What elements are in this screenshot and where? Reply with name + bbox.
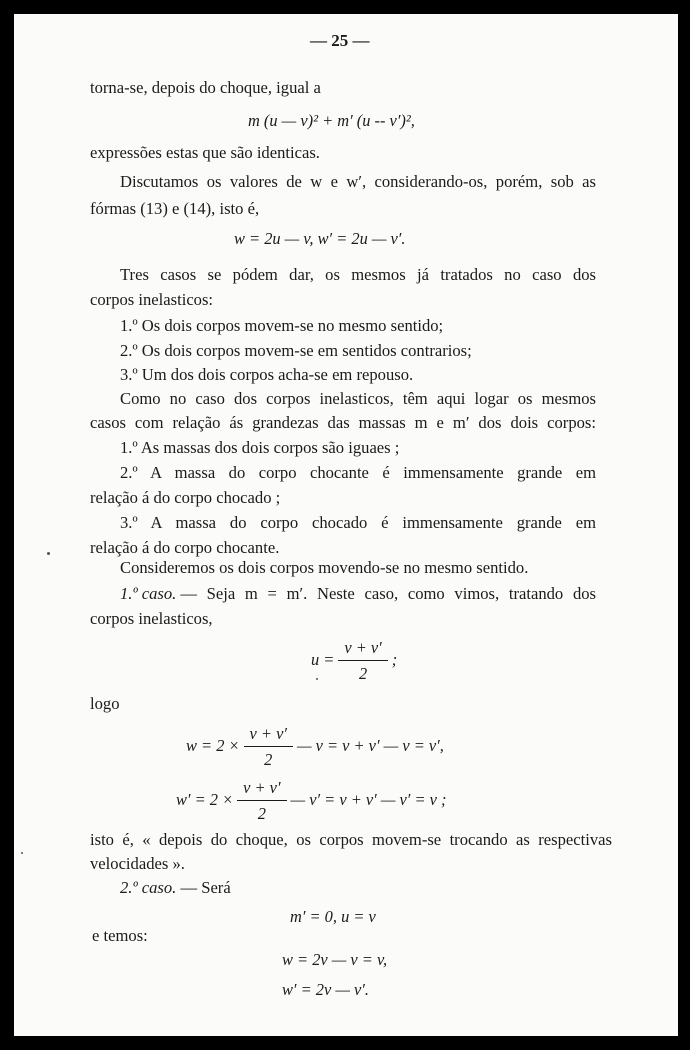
- eq-right: ;: [391, 649, 398, 669]
- list-item: 3.º Um dos dois corpos acha-se em repouso.: [120, 365, 414, 384]
- case-text: — Será: [180, 878, 231, 897]
- list-item: 1.º As massas dos dois corpos são iguaes ;: [120, 438, 400, 457]
- fraction-denominator: 2: [358, 664, 368, 683]
- text-line: Tres casos se pódem dar, os mesmos já tratados no caso dos: [120, 265, 596, 284]
- equation-w: w = 2u — v, w′ = 2u — v′.: [234, 229, 406, 248]
- list-item: 1.º Os dois corpos movem-se no mesmo sentido;: [120, 316, 444, 335]
- fraction-numerator: v + v′: [249, 724, 287, 743]
- case-label: 2.º caso.: [120, 878, 177, 897]
- book-page: [14, 14, 678, 1036]
- text-line: logo: [90, 694, 120, 713]
- equation-w-result: [186, 724, 444, 770]
- text-line: e temos:: [92, 926, 148, 945]
- text-line: Discutamos os valores de w e w′, considerando-os, porém, sob as: [120, 172, 596, 191]
- fraction: [244, 724, 293, 770]
- eq-right: — v′ = v + v′ — v′ = v ;: [290, 789, 447, 809]
- equation-w-prime-result: [176, 778, 446, 824]
- text-line: torna-se, depois do choque, igual a: [90, 78, 321, 97]
- text-line: relação á do corpo chocante.: [90, 538, 280, 557]
- equation-m-prime: m′ = 0, u = v: [290, 907, 376, 926]
- text-line: Consideremos os dois corpos movendo-se no mesmo sentido.: [120, 558, 529, 577]
- case-heading: [120, 880, 231, 897]
- list-item: 2.º A massa do corpo chocante é immensamente grande em: [120, 463, 596, 482]
- equation-u: [311, 638, 397, 684]
- eq-left: u =: [311, 649, 335, 669]
- eq-left: w = 2 ×: [186, 735, 240, 755]
- equation-energy: m (u — v)² + m′ (u -- v′)²,: [248, 111, 415, 130]
- text-line: corpos inelasticos:: [90, 290, 214, 309]
- text-line: velocidades ».: [90, 854, 185, 873]
- case-heading: [120, 586, 596, 603]
- equation-w-v: w = 2v — v = v,: [282, 950, 388, 969]
- print-speck: [47, 552, 50, 555]
- case-label: 1.º caso.: [120, 584, 177, 603]
- case-text: — Seja m = m′. Neste caso, como vimos, tratando dos: [180, 584, 596, 603]
- fraction-denominator: 2: [264, 750, 273, 769]
- page-number: — 25 —: [310, 31, 370, 50]
- eq-right: — v = v + v′ — v = v′,: [296, 735, 444, 755]
- equation-w-prime-v: w′ = 2v — v′.: [282, 980, 369, 999]
- fraction-numerator: v + v′: [243, 778, 281, 797]
- print-speck: [21, 852, 23, 854]
- text-line: expressões estas que são identicas.: [90, 143, 320, 162]
- fraction: [338, 638, 387, 684]
- fraction-numerator: v + v′: [344, 638, 382, 657]
- text-line: isto é, « depois do choque, os corpos movem-se trocando as respectivas: [90, 830, 612, 849]
- fraction-denominator: 2: [257, 804, 266, 823]
- fraction: [237, 778, 286, 824]
- text-line: corpos inelasticos,: [90, 609, 213, 628]
- list-item: 2.º Os dois corpos movem-se em sentidos contrarios;: [120, 341, 472, 360]
- text-line: relação á do corpo chocado ;: [90, 488, 281, 507]
- text-line: Como no caso dos corpos inelasticos, têm aqui logar os mesmos: [120, 389, 596, 408]
- eq-left: w′ = 2 ×: [176, 789, 234, 809]
- print-speck: [316, 678, 318, 680]
- text-line: casos com relação ás grandezas das massas m e m′ dos dois corpos:: [90, 413, 596, 432]
- text-line: fórmas (13) e (14), isto é,: [90, 199, 260, 218]
- list-item: 3.º A massa do corpo chocado é immensamente grande em: [120, 513, 596, 532]
